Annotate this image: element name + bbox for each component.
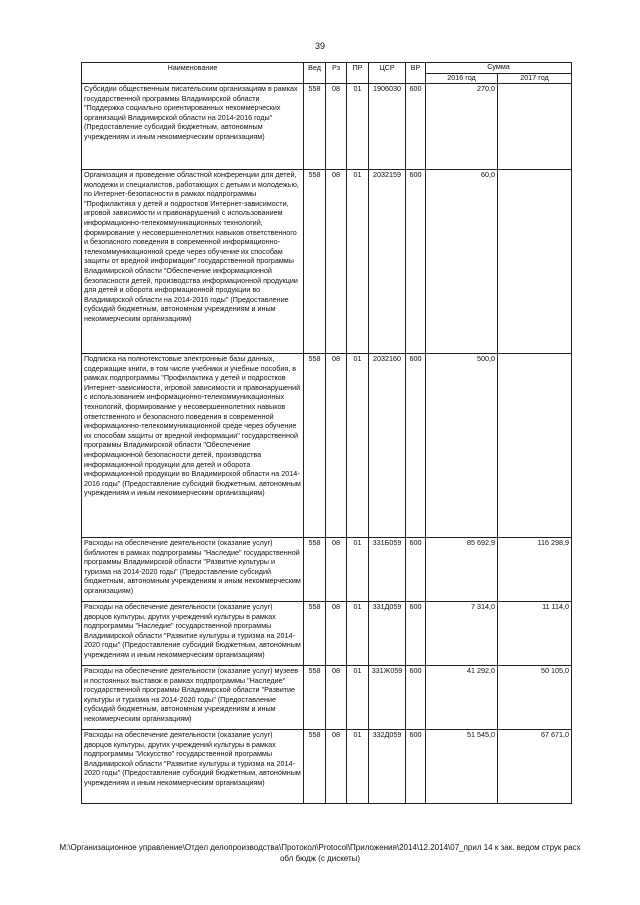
header-year-2016: 2016 год bbox=[426, 73, 498, 84]
row-amount-2017 bbox=[498, 170, 572, 354]
row-rz: 08 bbox=[326, 170, 347, 354]
row-pr: 01 bbox=[347, 666, 369, 730]
row-vr: 600 bbox=[406, 538, 426, 602]
row-name: Подписка на полнотекстовые электронные базы данных, содержащие книги, в том числе учебники и учебные пособия, в рамках подпрограммы "Профилактика у детей и подростков Интернет-зависимости, игровой зависимости и правонарушений с использованием информационно-телекоммуникационных технологий, формирование у несовершеннолетних навыков ответственного и безопасного поведения в современной информационно-телекоммуникационной среде через обучение их способам защиты от вредной информации" государственной программы Владимирской области "Обеспечение информационной безопасности детей, производства информационной продукции для детей и оборота информационной продукции во Владимирской области на 2014-2016 годы" (Предоставление субсидий бюджетным, автономным учреждениям и иным некоммерческим организациям) bbox=[82, 354, 304, 538]
row-vr: 600 bbox=[406, 666, 426, 730]
table-row bbox=[82, 170, 572, 354]
row-rz: 08 bbox=[326, 730, 347, 804]
row-amount-2017: 11 114,0 bbox=[498, 602, 572, 666]
page-number: 39 bbox=[314, 41, 325, 51]
row-pr: 01 bbox=[347, 84, 369, 170]
table-row bbox=[82, 666, 572, 730]
row-vr: 600 bbox=[406, 602, 426, 666]
table-header-row bbox=[82, 63, 572, 74]
row-pr: 01 bbox=[347, 538, 369, 602]
row-csr: 331Б059 bbox=[369, 538, 406, 602]
header-vr: ВР bbox=[406, 63, 426, 84]
row-csr: 1906030 bbox=[369, 84, 406, 170]
row-ved: 558 bbox=[304, 170, 326, 354]
row-name: Расходы на обеспечение деятельности (оказание услуг) библиотек в рамках подпрограммы "Наследие" государственной программы Владимирской области "Развитие культуры и туризма на 2014-2020 годы" (Предоставление субсидий бюджетным, автономным учреждениям и иным некоммерческим организациям) bbox=[82, 538, 304, 602]
table-row bbox=[82, 354, 572, 538]
row-amount-2017: 50 105,0 bbox=[498, 666, 572, 730]
row-pr: 01 bbox=[347, 730, 369, 804]
row-rz: 08 bbox=[326, 354, 347, 538]
row-csr: 332Д059 bbox=[369, 730, 406, 804]
row-vr: 600 bbox=[406, 170, 426, 354]
row-ved: 558 bbox=[304, 730, 326, 804]
row-name: Субсидии общественным писательским организациям в рамках государственной программы Владимирской области "Поддержка социально ориентированных некоммерческих организаций Владимирской области на 2014-2016 годы" (Предоставление субсидий бюджетным, автономным учреждениям и иным некоммерческим организациям) bbox=[82, 84, 304, 170]
row-vr: 600 bbox=[406, 84, 426, 170]
footer-file-path bbox=[50, 842, 590, 864]
table-row bbox=[82, 538, 572, 602]
row-ved: 558 bbox=[304, 354, 326, 538]
row-pr: 01 bbox=[347, 170, 369, 354]
row-amount-2017: 116 298,9 bbox=[498, 538, 572, 602]
row-rz: 08 bbox=[326, 84, 347, 170]
row-name: Расходы на обеспечение деятельности (оказание услуг) дворцов культуры, других учреждений культуры в рамках подпрограммы "Искусство" государственной программы Владимирской области "Развитие культуры и туризма на 2014-2020 годы" (Предоставление субсидий бюджетным, автономным учреждениям и иным некоммерческим организациям) bbox=[82, 730, 304, 804]
row-vr: 600 bbox=[406, 354, 426, 538]
header-sum: Сумма bbox=[426, 63, 572, 74]
row-csr: 2032160 bbox=[369, 354, 406, 538]
header-name: Наименование bbox=[82, 63, 304, 84]
row-amount-2016: 51 545,0 bbox=[426, 730, 498, 804]
row-rz: 08 bbox=[326, 602, 347, 666]
row-amount-2016: 500,0 bbox=[426, 354, 498, 538]
header-year-2017: 2017 год bbox=[498, 73, 572, 84]
header-rz: Рз bbox=[326, 63, 347, 84]
row-csr: 331Д059 bbox=[369, 602, 406, 666]
row-ved: 558 bbox=[304, 602, 326, 666]
table-row bbox=[82, 602, 572, 666]
row-pr: 01 bbox=[347, 602, 369, 666]
row-csr: 2032159 bbox=[369, 170, 406, 354]
row-rz: 08 bbox=[326, 666, 347, 730]
row-name: Расходы на обеспечение деятельности (оказание услуг) дворцов культуры, других учреждений культуры в рамках подпрограммы "Наследие" государственной программы Владимирской области "Развитие культуры и туризма на 2014-2020 годы" (Предоставление субсидий бюджетным, автономным учреждениям и иным некоммерческим организациям) bbox=[82, 602, 304, 666]
row-ved: 558 bbox=[304, 666, 326, 730]
row-amount-2016: 85 692,9 bbox=[426, 538, 498, 602]
row-ved: 558 bbox=[304, 84, 326, 170]
row-amount-2016: 7 314,0 bbox=[426, 602, 498, 666]
row-amount-2017: 67 671,0 bbox=[498, 730, 572, 804]
table-row bbox=[82, 730, 572, 804]
header-pr: ПР bbox=[347, 63, 369, 84]
header-csr: ЦСР bbox=[369, 63, 406, 84]
row-amount-2016: 270,0 bbox=[426, 84, 498, 170]
row-rz: 08 bbox=[326, 538, 347, 602]
row-amount-2016: 41 292,0 bbox=[426, 666, 498, 730]
row-amount-2017 bbox=[498, 84, 572, 170]
row-ved: 558 bbox=[304, 538, 326, 602]
row-amount-2016: 60,0 bbox=[426, 170, 498, 354]
row-name: Расходы на обеспечение деятельности (оказание услуг) музеев и постоянных выставок в рамках подпрограммы "Наследие" государственной программы Владимирской области "Развитие культуры и туризма на 2014-2020 годы" (Предоставление субсидий бюджетным, автономным учреждениям и иным некоммерческим организациям) bbox=[82, 666, 304, 730]
footer-line-1: М:\Организационное управление\Отдел делопроизводства\Протокол\Protocol\Приложения\2014\12.2014\07_прил 14 к зак. ведом струк расх bbox=[59, 843, 581, 852]
footer-line-2: обл бюдж (с дискеты) bbox=[279, 854, 361, 863]
row-name: Организация и проведение областной конференции для детей, молодежи и специалистов, работающих с детьми и молодежью, по Интернет-безопасности в рамках подпрограммы "Профилактика у детей и подростков Интернет-зависимости, игровой зависимости и правонарушений с использованием информационно-телекоммуникационных технологий, формирование у несовершеннолетних навыков ответственного и безопасного поведения в современной информационно-телекоммуникационной среде через обучение их способам защиты от вредной информации" государственной программы Владимирской области "Обеспечение информационной безопасности детей, производства информационной продукции для детей и оборота информационной продукции во Владимирской области на 2014-2016 годы" (Предоставление субсидий бюджетным, автономным учреждениям и иным некоммерческим организациям) bbox=[82, 170, 304, 354]
row-csr: 331Ж059 bbox=[369, 666, 406, 730]
row-pr: 01 bbox=[347, 354, 369, 538]
budget-table bbox=[81, 62, 572, 804]
table-row bbox=[82, 84, 572, 170]
row-vr: 600 bbox=[406, 730, 426, 804]
row-amount-2017 bbox=[498, 354, 572, 538]
header-ved: Вед bbox=[304, 63, 326, 84]
